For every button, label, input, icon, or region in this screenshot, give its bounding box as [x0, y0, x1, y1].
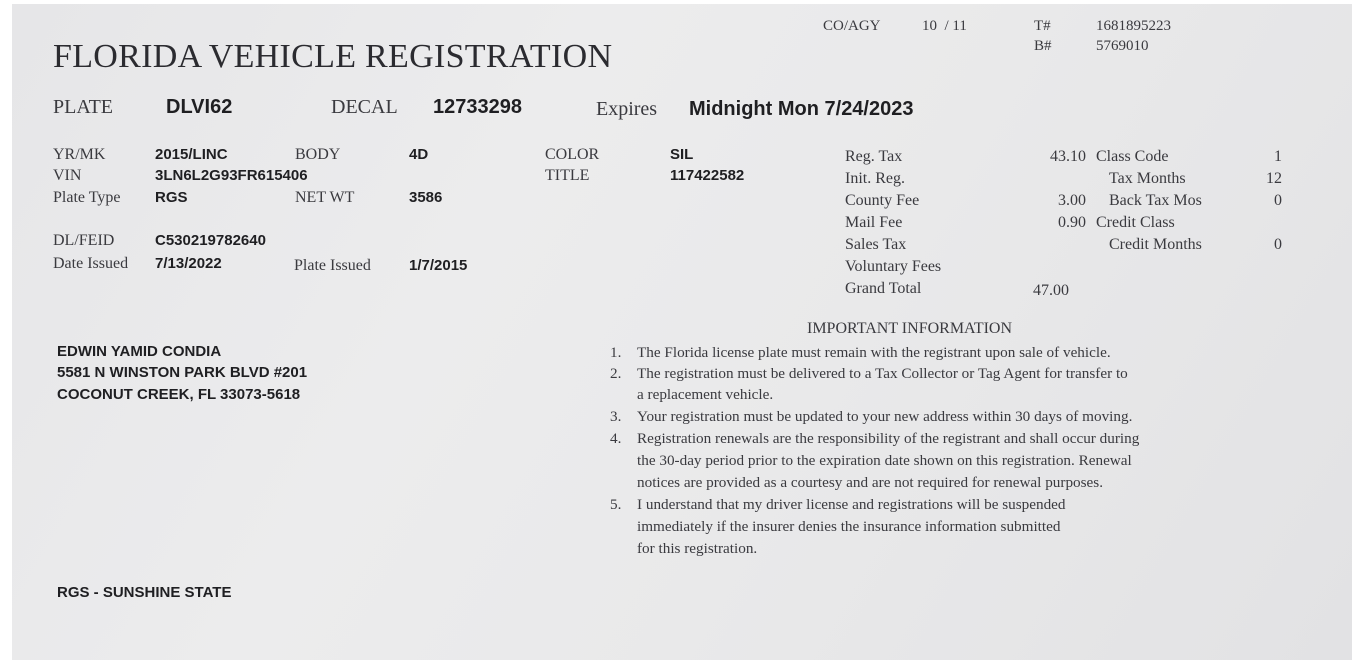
title-value: 117422582	[670, 167, 745, 184]
info-item-number: 2.	[610, 365, 622, 382]
info-item-number: 5.	[610, 496, 622, 513]
plate-label: PLATE	[53, 96, 113, 118]
info-item-line: a replacement vehicle.	[637, 386, 774, 403]
yrmk-label: YR/MK	[53, 146, 106, 163]
fee-label: County Fee	[845, 192, 920, 209]
class-info-label: Credit Months	[1109, 236, 1202, 253]
owner-city: COCONUT CREEK, FL 33073-5618	[57, 386, 301, 403]
body-label: BODY	[295, 146, 341, 163]
info-item-line: Registration renewals are the responsibility of the registrant and shall occur during	[637, 430, 1140, 447]
class-info-value: 0	[1274, 192, 1282, 209]
fee-label: Reg. Tax	[845, 148, 903, 165]
info-item-number: 4.	[610, 430, 622, 447]
class-info-label: Tax Months	[1109, 170, 1186, 187]
grand-total-value: 47.00	[1033, 282, 1069, 299]
plate-issued-value: 1/7/2015	[409, 257, 468, 274]
expires-value: Midnight Mon 7/24/2023	[689, 98, 914, 120]
body-value: 4D	[409, 146, 429, 163]
vin-label: VIN	[53, 167, 82, 184]
class-info-label: Back Tax Mos	[1109, 192, 1202, 209]
class-info-value: 1	[1274, 148, 1282, 165]
yrmk-value: 2015/LINC	[155, 146, 228, 163]
info-item-line: Your registration must be updated to your new address within 30 days of moving.	[637, 408, 1133, 425]
owner-name: EDWIN YAMID CONDIA	[57, 343, 222, 360]
co-agy-value: 10 / 11	[922, 18, 967, 34]
date-issued-value: 7/13/2022	[155, 255, 222, 272]
net-weight-label: NET WT	[295, 189, 355, 206]
dl-feid-label: DL/FEID	[53, 232, 115, 249]
expires-label: Expires	[596, 98, 658, 120]
document-title: FLORIDA VEHICLE REGISTRATION	[53, 38, 613, 75]
co-agy-label: CO/AGY	[823, 18, 881, 34]
class-info-value: 12	[1266, 170, 1282, 187]
info-item-line: The Florida license plate must remain with the registrant upon sale of vehicle.	[637, 344, 1111, 361]
fee-value: 43.10	[1050, 148, 1086, 165]
info-item-number: 3.	[610, 408, 622, 425]
decal-label: DECAL	[331, 96, 398, 118]
plate-type-label: Plate Type	[53, 189, 121, 206]
info-item-line: the 30-day period prior to the expiration date shown on this registration. Renewal	[637, 452, 1132, 469]
info-item-line: notices are provided as a courtesy and are not required for renewal purposes.	[637, 474, 1103, 491]
fee-label: Voluntary Fees	[845, 258, 942, 275]
info-item-line: for this registration.	[637, 540, 758, 557]
info-item-number: 1.	[610, 344, 622, 361]
fee-value: 3.00	[1058, 192, 1086, 209]
b-number-value: 5769010	[1096, 38, 1149, 54]
plate-description: RGS - SUNSHINE STATE	[57, 584, 232, 601]
important-info-heading: IMPORTANT INFORMATION	[807, 320, 1013, 337]
color-label: COLOR	[545, 146, 600, 163]
plate-value: DLVI62	[166, 96, 233, 118]
b-number-label: B#	[1034, 38, 1052, 54]
decal-value: 12733298	[433, 96, 522, 118]
grand-total-label: Grand Total	[845, 280, 922, 297]
plate-type-value: RGS	[155, 189, 188, 206]
info-item-line: The registration must be delivered to a Tax Collector or Tag Agent for transfer to	[637, 365, 1128, 382]
class-info-label: Credit Class	[1096, 214, 1175, 231]
t-number-label: T#	[1034, 18, 1051, 34]
class-info-label: Class Code	[1096, 148, 1169, 165]
date-issued-label: Date Issued	[53, 255, 129, 272]
fee-label: Sales Tax	[845, 236, 907, 253]
class-info-value: 0	[1274, 236, 1282, 253]
owner-street: 5581 N WINSTON PARK BLVD #201	[57, 364, 308, 381]
title-label: TITLE	[545, 167, 590, 184]
color-value: SIL	[670, 146, 694, 163]
dl-feid-value: C530219782640	[155, 232, 266, 249]
plate-issued-label: Plate Issued	[294, 257, 371, 274]
fee-value: 0.90	[1058, 214, 1086, 231]
net-weight-value: 3586	[409, 189, 443, 206]
fee-label: Init. Reg.	[845, 170, 905, 187]
vin-value: 3LN6L2G93FR615406	[155, 167, 308, 184]
info-item-line: I understand that my driver license and registrations will be suspended	[637, 496, 1066, 513]
fee-label: Mail Fee	[845, 214, 903, 231]
registration-document	[12, 4, 1352, 660]
info-item-line: immediately if the insurer denies the insurance information submitted	[637, 518, 1061, 535]
t-number-value: 1681895223	[1096, 18, 1171, 34]
